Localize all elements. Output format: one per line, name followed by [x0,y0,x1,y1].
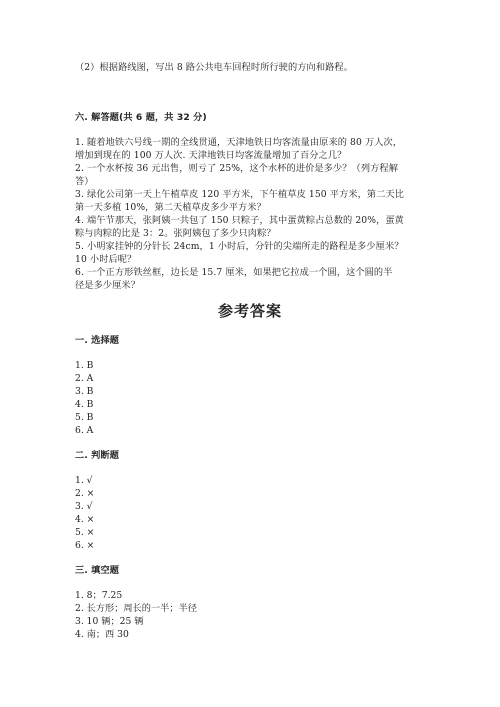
list-item: 6. A [75,425,94,436]
list-item: 2. 长方形；周长的一半；半径 [75,603,197,614]
list-item: 5. × [75,527,95,538]
list-item: 4. × [75,514,95,525]
list-item: 4. B [75,399,94,410]
list-item: 1. 8；7.25 [75,590,123,601]
list-item: 2. × [75,488,95,499]
section6-line: 2. 一个水杯按 36 元出售，则亏了 25%，这个水杯的进价是多少？（列方程解 [75,163,398,174]
section6-line: 粽与肉粽的比是 3：2。张阿姨包了多少只肉粽？ [75,228,276,239]
section6-line: 5. 小明家挂钟的分针长 24cm，1 小时后，分针的尖端所走的路程是多少厘米？ [75,241,404,252]
list-item: 5. B [75,412,94,423]
section6-line: 径是多少厘米？ [75,280,141,291]
section6-line: 1. 随着地铁六号线一期的全线贯通，天津地铁日均客流量由原来的 80 万人次， [75,137,403,148]
answer-title: 参考答案 [217,302,282,320]
list-item: 2. A [75,373,94,384]
section6-line: 10 小时后呢？ [75,254,137,265]
list-item: 3. 10 辆；25 辆 [75,616,144,627]
section6-line: 3. 绿化公司第一天上午植草皮 120 平方米，下午植草皮 150 平方米，第二天比 [75,189,405,200]
section6-heading: 六. 解答题(共 6 题，共 32 分) [75,112,207,123]
list-item: 6. × [75,540,95,551]
judge-heading: 二. 判断题 [75,450,120,461]
intro-question-line: （2）根据路线图，写出 8 路公共电车回程时所行驶的方向和路程。 [75,62,353,73]
section6-line: 增加到现在的 100 万人次. 天津地铁日均客流量增加了百分之几？ [75,150,347,161]
choice-heading: 一. 选择题 [75,335,120,346]
list-item: 1. B [75,360,94,371]
section6-line: 4. 端午节那天，张阿姨一共包了 150 只粽子，其中蛋黄粽占总数的 20%，蛋黄 [75,215,404,226]
choice-answer-list [75,359,93,437]
list-item: 3. √ [75,501,93,512]
list-item: 4. 南；西 30 [75,629,129,640]
list-item: 3. B [75,386,94,397]
section6-line: 6. 一个正方形铁丝框，边长是 15.7 厘米，如果把它拉成一个圆，这个圆的半 [75,267,393,278]
section6-line: 第一天多植 10%，第二天植草皮多少平方米？ [75,202,266,213]
fill-heading: 三. 填空题 [75,565,120,576]
section6-line: 答） [75,176,94,187]
list-item: 1. √ [75,475,93,486]
fill-answer-list [75,589,197,641]
judge-answer-list [75,474,94,552]
